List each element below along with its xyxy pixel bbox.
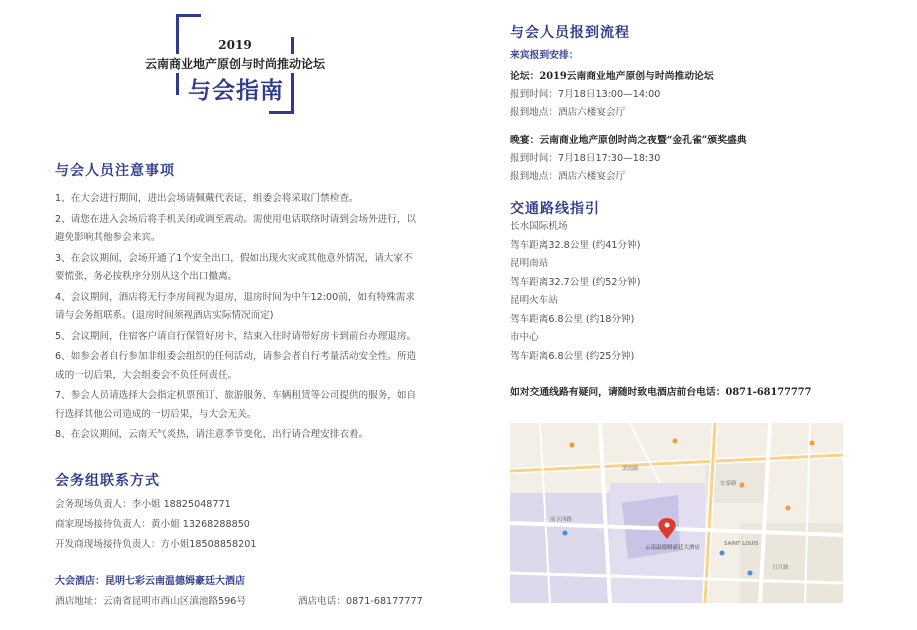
event-forum-name: 论坛：2019云南商业地产原创与时尚推动论坛: [510, 71, 714, 82]
route-detail: 驾车距离32.7公里 (约52分钟): [510, 276, 641, 288]
registration-title: 与会人员报到流程: [510, 25, 630, 41]
map-label-road: 滇池路: [622, 466, 639, 472]
note-item: 8、在会议期间，云南天气炎热，请注意季节变化，出行请合理安排衣着。: [55, 429, 369, 440]
contact-onsite: 会务现场负责人：李小姐 18825048771: [55, 499, 231, 510]
contacts-title: 会务组联系方式: [55, 473, 160, 489]
map-label-hotel: 云南温德姆豪廷大酒店: [645, 545, 701, 551]
contacts-list: [55, 495, 415, 555]
note-item: 4、会议期间，酒店将无行李房间视为退房，退房时间为中午12:00前，如有特殊需求请与会务组联系。(退房时间须视酒店实际情况而定): [55, 291, 415, 321]
map-label-road: 宏泰路: [720, 481, 737, 487]
event-forum-time: 报到时间：7月18日13:00—14:00: [510, 89, 661, 100]
map-label-poi: SAINT LOUIS: [724, 541, 759, 547]
hotel-name: 大会酒店：昆明七彩云南温德姆豪廷大酒店: [55, 576, 245, 587]
route-detail: 驾车距离32.8公里 (约41分钟): [510, 239, 641, 251]
traffic-hotline: 如对交通线路有疑问，请随时致电酒店前台电话：0871-68177777: [510, 387, 812, 398]
contact-developer: 开发商现场接待负责人：方小姐18508858201: [55, 539, 257, 550]
traffic-routes: [510, 218, 850, 366]
hotel-address: 酒店地址：云南省昆明市西山区滇池路596号: [55, 596, 246, 607]
location-map[interactable]: [510, 423, 843, 603]
route-origin: 昆明南站: [510, 258, 549, 269]
route-origin: 市中心: [510, 332, 539, 343]
traffic-title: 交通路线指引: [510, 201, 600, 217]
note-item: 2、请您在进入会场后将手机关闭或调至震动。需使用电话联络时请到会场外进行，以避免影响其他参会来宾。: [55, 213, 417, 243]
event-forum-place: 报到地点：酒店六楼宴会厅: [510, 107, 626, 118]
contact-merchant: 商家现场接待负责人：黄小姐 13268288850: [55, 519, 250, 530]
registration-subtitle: 来宾报到安排：: [510, 50, 579, 61]
note-item: 3、在会议期间，会场开通了1个安全出口，假如出现火灾或其他意外情况，请大家不要慌张，务必按秩序分别从这个出口撤离。: [55, 252, 413, 282]
map-label-road: 前卫西路: [550, 517, 573, 523]
route-detail: 驾车距离6.8公里 (约25分钟): [510, 350, 635, 362]
route-origin: 长水国际机场: [510, 221, 568, 232]
map-label-road: 日月路: [772, 565, 789, 571]
header-guide-title: 与会指南: [186, 72, 286, 105]
note-item: 7、参会人员请选择大会指定机票预订、旅游服务、车辆租赁等公司提供的服务，如自行选择其他公司造成的一切后果，与大会无关。: [55, 390, 417, 420]
route-detail: 驾车距离6.8公里 (约18分钟): [510, 313, 635, 325]
map-graphic: [510, 423, 843, 603]
notes-list: [55, 190, 420, 447]
event-banquet-place: 报到地点：酒店六楼宴会厅: [510, 171, 626, 182]
notes-title: 与会人员注意事项: [55, 163, 175, 179]
event-banquet-name: 晚宴：云南商业地产原创时尚之夜暨“金孔雀”颁奖盛典: [510, 135, 747, 146]
header-forum-title: 云南商业地产原创与时尚推动论坛: [130, 54, 340, 73]
note-item: 6、如参会者自行参加非组委会组织的任何活动，请参会者自行考量活动安全性。所造成的一切后果，大会组委会不负任何责任。: [55, 351, 417, 381]
note-item: 1、在大会进行期间，进出会场请佩戴代表证，组委会将采取门禁检查。: [55, 193, 359, 204]
hotel-phone: 酒店电话：0871-68177777: [298, 596, 423, 607]
note-item: 5、会议期间，住宿客户请自行保管好房卡，结束入住时请带好房卡到前台办理退房。: [55, 330, 417, 342]
route-origin: 昆明火车站: [510, 295, 558, 306]
header-year: 2019: [218, 38, 252, 52]
event-banquet-time: 报到时间：7月18日17:30—18:30: [510, 153, 661, 164]
